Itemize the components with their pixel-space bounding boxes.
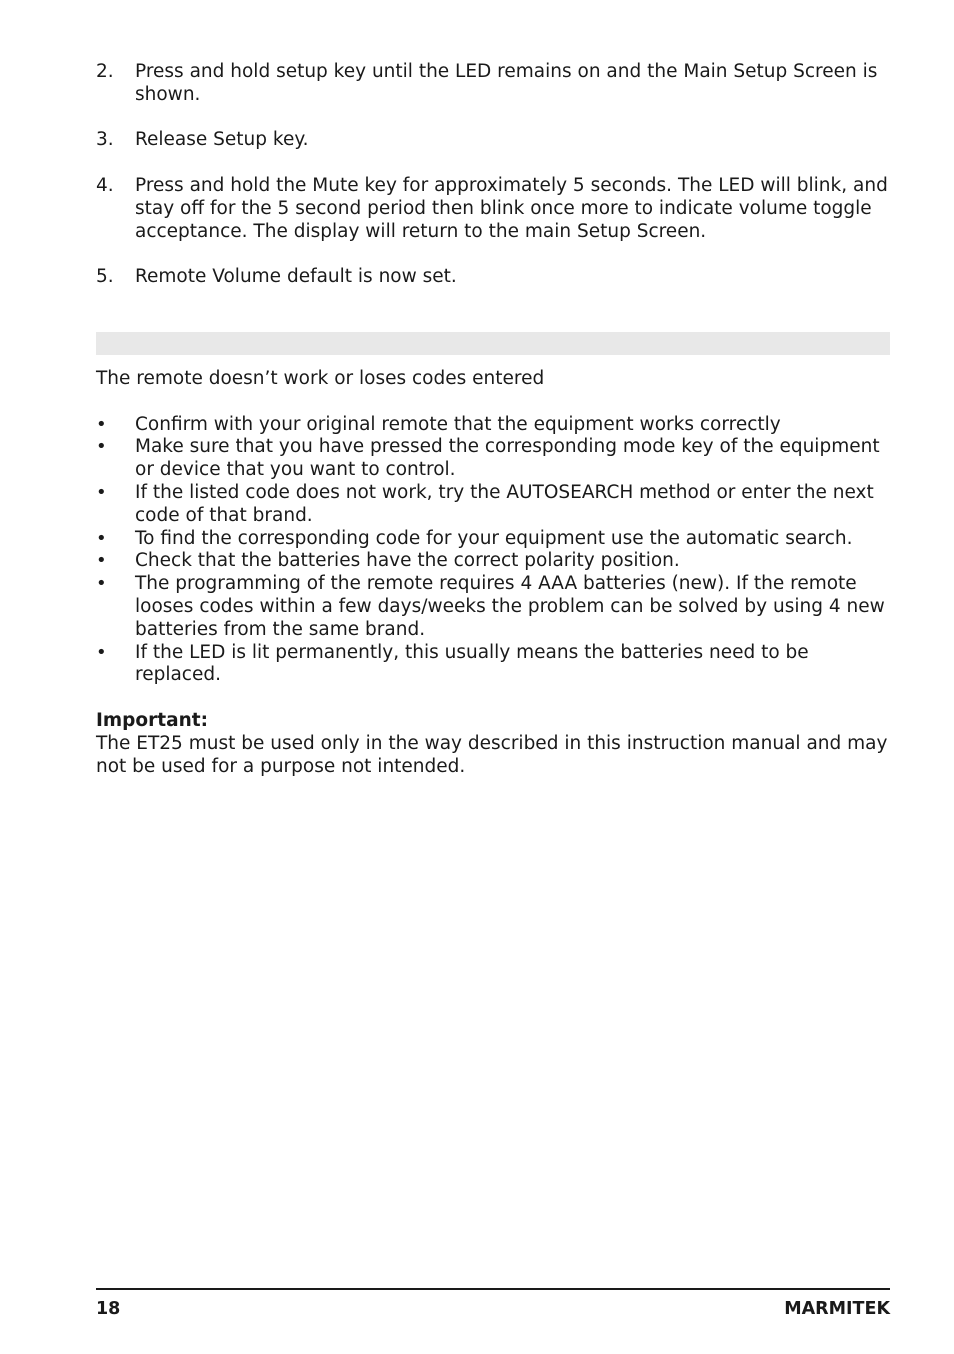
list-item bbox=[96, 414, 890, 437]
page-content bbox=[96, 61, 890, 778]
important-heading: Important: bbox=[96, 709, 208, 731]
brand-name: MARMITEK bbox=[784, 1299, 890, 1319]
step-item bbox=[96, 129, 890, 152]
bullet-marker: • bbox=[96, 481, 107, 503]
bullet-text: Confirm with your original remote that the equipment works correctly bbox=[135, 413, 781, 435]
bullet-text: Make sure that you have pressed the corresponding mode key of the equipment or device that you want to control. bbox=[135, 436, 880, 481]
bullet-marker: • bbox=[96, 436, 107, 458]
bullet-marker: • bbox=[96, 413, 107, 435]
bullet-marker: • bbox=[96, 573, 107, 595]
step-item bbox=[96, 61, 890, 107]
bullet-text: If the LED is lit permanently, this usually means the batteries need to be replaced. bbox=[135, 641, 809, 686]
step-text: Release Setup key. bbox=[135, 129, 309, 151]
bullet-text: Check that the batteries have the correct polarity position. bbox=[135, 550, 680, 572]
section-header-bar bbox=[96, 332, 890, 355]
bullet-text: To find the corresponding code for your equipment use the automatic search. bbox=[135, 527, 853, 549]
bullet-marker: • bbox=[96, 527, 107, 549]
important-body: The ET25 must be used only in the way described in this instruction manual and may not be used for a purpose not intended. bbox=[96, 732, 888, 777]
troubleshooting-intro: The remote doesn’t work or loses codes entered bbox=[96, 367, 545, 389]
step-number: 4. bbox=[96, 174, 114, 196]
bullet-marker: • bbox=[96, 641, 107, 663]
page-number: 18 bbox=[96, 1299, 121, 1319]
step-number: 2. bbox=[96, 61, 114, 82]
page-footer bbox=[96, 1298, 890, 1321]
step-number: 5. bbox=[96, 266, 114, 288]
list-item bbox=[96, 436, 890, 482]
step-text: Press and hold setup key until the LED remains on and the Main Setup Screen is shown. bbox=[135, 61, 878, 105]
list-item bbox=[96, 528, 890, 551]
bullet-text: If the listed code does not work, try the AUTOSEARCH method or enter the next code of that brand. bbox=[135, 481, 874, 526]
troubleshooting-list bbox=[96, 414, 890, 688]
step-item bbox=[96, 175, 890, 243]
step-number: 3. bbox=[96, 129, 114, 151]
step-text: Press and hold the Mute key for approximately 5 seconds. The LED will blink, and stay off for the 5 second period then blink once more to indicate volume toggle acceptance. The display will return to the main Setup Screen. bbox=[135, 174, 888, 242]
step-text: Remote Volume default is now set. bbox=[135, 266, 457, 288]
bullet-marker: • bbox=[96, 550, 107, 572]
list-item bbox=[96, 482, 890, 528]
step-item bbox=[96, 266, 890, 289]
footer-divider bbox=[96, 1288, 890, 1290]
list-item bbox=[96, 550, 890, 573]
list-item bbox=[96, 642, 890, 688]
list-item bbox=[96, 573, 890, 641]
steps-list bbox=[96, 61, 890, 289]
bullet-text: The programming of the remote requires 4 AAA batteries (new). If the remote looses codes within a few days/weeks the problem can be solved by using 4 new batteries from the same brand. bbox=[135, 573, 885, 640]
